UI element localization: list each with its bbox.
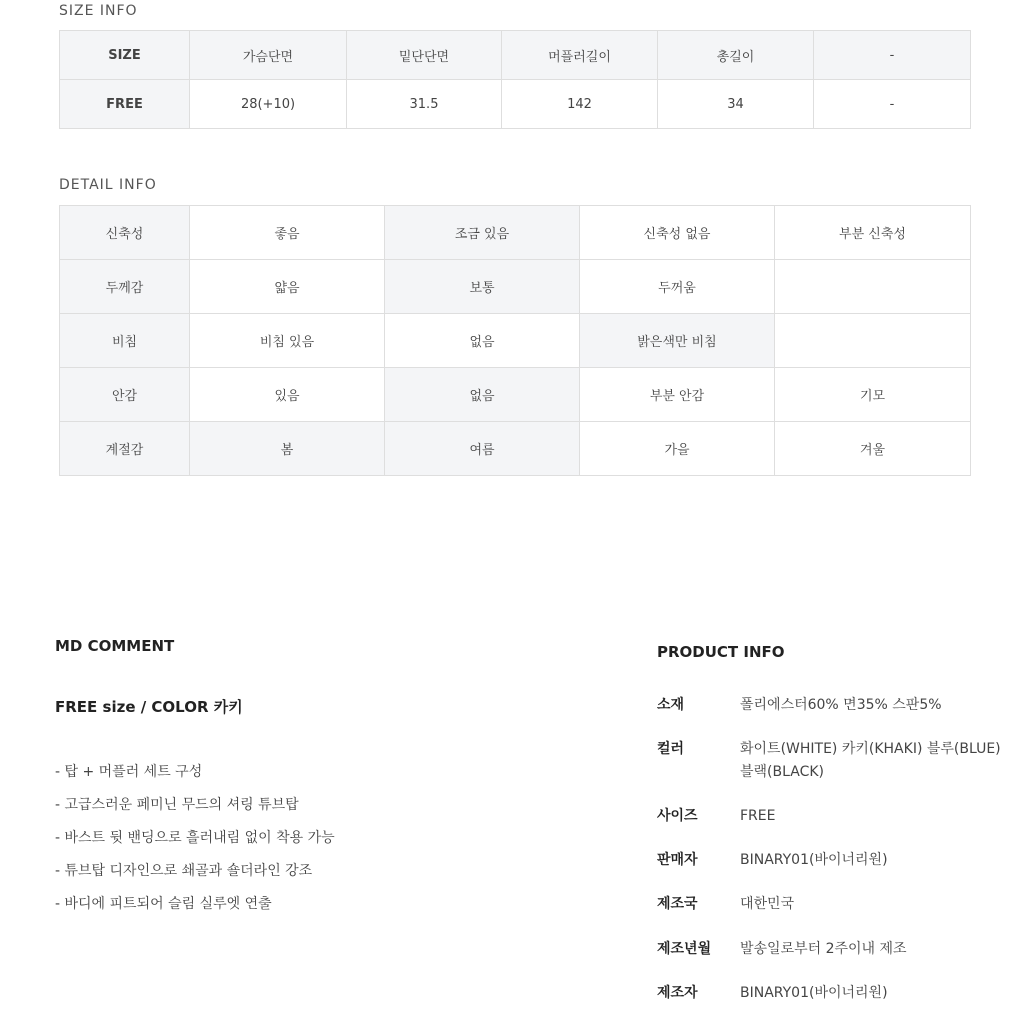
detail-option-cell xyxy=(775,260,971,314)
product-info-row-material xyxy=(657,694,1027,717)
detail-label-cell: 계절감 xyxy=(60,422,190,476)
size-value-row xyxy=(60,80,971,129)
size-info-title: SIZE INFO xyxy=(59,3,138,19)
size-header-cell: - xyxy=(814,31,971,80)
size-header-cell: SIZE xyxy=(60,31,190,80)
md-comment-title: MD COMMENT xyxy=(55,637,175,655)
product-info-key: 판매자 xyxy=(657,852,698,868)
product-info-row-manufacturer xyxy=(657,982,1027,1005)
detail-option-cell: 비침 있음 xyxy=(190,314,385,368)
md-comment-item: - 바디에 피트되어 슬림 실루엣 연출 xyxy=(55,896,272,912)
detail-label-cell: 신축성 xyxy=(60,206,190,260)
product-info-value: 화이트(WHITE) 카키(KHAKI) 블루(BLUE) xyxy=(740,741,1001,757)
product-info-row-country xyxy=(657,893,1027,916)
size-value-cell: 34 xyxy=(658,80,814,129)
product-info-row-manufacture-date xyxy=(657,938,1027,961)
detail-option-cell-selected: 밝은색만 비침 xyxy=(580,314,775,368)
size-value-cell: 31.5 xyxy=(347,80,502,129)
size-header-cell: 가슴단면 xyxy=(190,31,347,80)
detail-option-cell: 있음 xyxy=(190,368,385,422)
detail-option-cell: 좋음 xyxy=(190,206,385,260)
detail-option-cell-selected: 여름 xyxy=(385,422,580,476)
md-comment-item: - 튜브탑 디자인으로 쇄골과 숄더라인 강조 xyxy=(55,863,313,879)
detail-option-cell-selected: 없음 xyxy=(385,368,580,422)
md-comment-item: - 고급스러운 페미닌 무드의 셔링 튜브탑 xyxy=(55,797,299,813)
product-info-value: 발송일로부터 2주이내 제조 xyxy=(740,941,907,957)
md-comment-item: - 탑 + 머플러 세트 구성 xyxy=(55,764,203,780)
size-value-cell: - xyxy=(814,80,971,129)
size-header-cell: 총길이 xyxy=(658,31,814,80)
product-info-value: 대한민국 xyxy=(740,896,795,912)
size-header-cell: 밑단단면 xyxy=(347,31,502,80)
product-info-row-size xyxy=(657,805,1027,828)
product-info-value: BINARY01(바이너리원) xyxy=(740,852,888,868)
product-info-value: BINARY01(바이너리원) xyxy=(740,985,888,1001)
size-value-cell: 28(+10) xyxy=(190,80,347,129)
size-header-cell: 머플러길이 xyxy=(502,31,658,80)
detail-row-thickness xyxy=(60,260,971,314)
detail-option-cell: 부분 신축성 xyxy=(775,206,971,260)
detail-option-cell: 얇음 xyxy=(190,260,385,314)
detail-row-sheerness xyxy=(60,314,971,368)
detail-label-cell: 안감 xyxy=(60,368,190,422)
detail-option-cell: 겨울 xyxy=(775,422,971,476)
detail-row-lining xyxy=(60,368,971,422)
product-info-key: 제조년월 xyxy=(657,941,712,957)
product-info-key: 컬러 xyxy=(657,741,685,757)
detail-option-cell-selected: 보통 xyxy=(385,260,580,314)
product-info-value: 블랙(BLACK) xyxy=(740,764,824,780)
product-info-value-group xyxy=(740,738,1001,784)
detail-option-cell: 부분 안감 xyxy=(580,368,775,422)
product-info-value: FREE xyxy=(740,808,776,824)
product-info-key: 사이즈 xyxy=(657,808,698,824)
detail-info-table xyxy=(59,205,971,476)
product-info-title: PRODUCT INFO xyxy=(657,643,785,661)
detail-label-cell: 두께감 xyxy=(60,260,190,314)
detail-row-season xyxy=(60,422,971,476)
product-info-value: 폴리에스터60% 면35% 스판5% xyxy=(740,697,942,713)
product-info-row-seller xyxy=(657,849,1027,872)
detail-option-cell: 없음 xyxy=(385,314,580,368)
size-value-cell: 142 xyxy=(502,80,658,129)
detail-row-stretch xyxy=(60,206,971,260)
md-comment-subtitle: FREE size / COLOR 카키 xyxy=(55,698,243,716)
detail-option-cell xyxy=(775,314,971,368)
product-info-key: 소재 xyxy=(657,697,685,713)
detail-label-cell: 비침 xyxy=(60,314,190,368)
product-info-key: 제조국 xyxy=(657,896,698,912)
detail-option-cell: 기모 xyxy=(775,368,971,422)
detail-option-cell: 두꺼움 xyxy=(580,260,775,314)
size-info-table xyxy=(59,30,971,129)
detail-option-cell: 가을 xyxy=(580,422,775,476)
md-comment-item: - 바스트 뒷 밴딩으로 흘러내림 없이 착용 가능 xyxy=(55,830,335,846)
md-comment-list xyxy=(55,762,335,927)
detail-option-cell-selected: 봄 xyxy=(190,422,385,476)
detail-info-title: DETAIL INFO xyxy=(59,177,157,193)
product-info-row-color xyxy=(657,738,1027,784)
size-header-row xyxy=(60,31,971,80)
detail-option-cell-selected: 조금 있음 xyxy=(385,206,580,260)
product-info-key: 제조자 xyxy=(657,985,698,1001)
size-value-cell: FREE xyxy=(60,80,190,129)
detail-option-cell: 신축성 없음 xyxy=(580,206,775,260)
